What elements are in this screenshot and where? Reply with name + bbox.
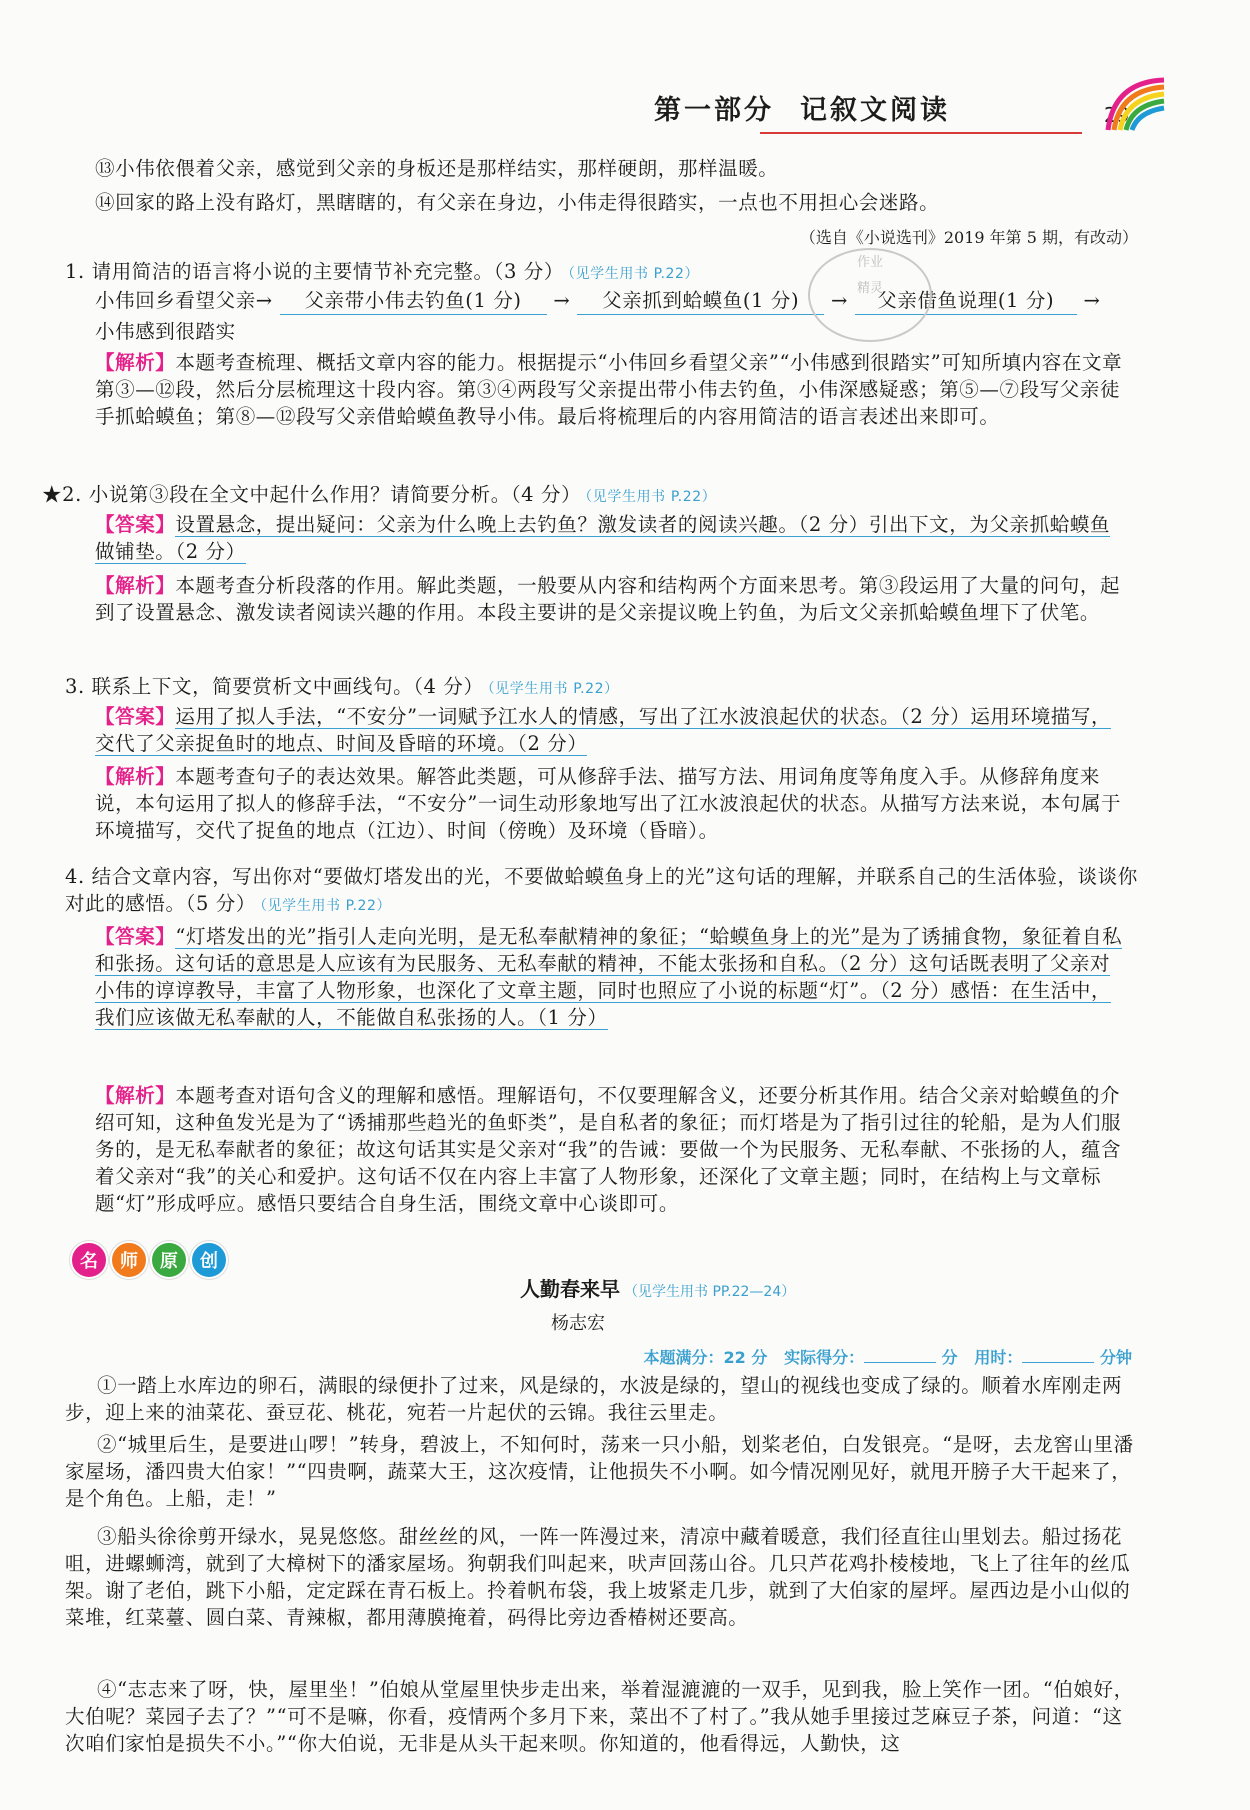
q1-arrow-3: → [1083, 289, 1101, 312]
header-section: 记叙文阅读 [800, 95, 950, 126]
q1-arrow-1: → [553, 289, 571, 312]
article-ref: （见学生用书 PP.22—24） [624, 1284, 796, 1300]
q2-ref: （见学生用书 P.22） [585, 489, 717, 505]
article-title: 人勤春来早 [520, 1277, 620, 1301]
q3-text: 3. 联系上下文，简要赏析文中画线句。（4 分） [65, 675, 484, 698]
q1-blank-1: 父亲带小伟去钓鱼(1 分) [280, 287, 547, 315]
story-p13: ⑬小伟依偎着父亲，感觉到父亲的身板还是那样结实，那样硬朗，那样温暖。 [95, 157, 779, 180]
q3-answer-tag: 【答案】 [95, 705, 176, 728]
story-source: （选自《小说选刊》2019 年第 5 期，有改动） [799, 228, 1138, 247]
score-full: 本题满分：22 分 [643, 1348, 768, 1367]
q4-ref: （见学生用书 P.22） [259, 898, 392, 914]
q3-analysis-block [95, 763, 1130, 844]
time-used-label: 用时： [974, 1348, 1023, 1367]
page-number: 29 [1104, 103, 1130, 127]
article-p4: ④“志志来了呀，快，屋里坐！”伯娘从堂屋里快步走出来，举着湿漉漉的一双手，见到我，脸上笑作一团。“伯娘好，大伯呢？菜园子去了？”“可不是嘛，你看，疫情两个多月下来，菜出不了村了。”我从她手里接过芝麻豆子茶，问道：“这次咱们家怕是损失不小。”“你大伯说，无非是从头干起来呗。你知道的，他看得远，人勤快，这 [65, 1678, 1134, 1755]
q3-analysis-tag: 【解析】 [95, 765, 176, 788]
q1-blank-2: 父亲抓到蛤蟆鱼(1 分) [577, 287, 824, 315]
article-author: 杨志宏 [551, 1313, 605, 1334]
q4-answer-tag: 【答案】 [95, 925, 176, 948]
q3-question [65, 673, 1145, 703]
q4-answer: “灯塔发出的光”指引人走向光明，是无私奉献精神的象征；“蛤蟆鱼身上的光”是为了诱捕食物，象征着自私和张扬。这句话的意思是人应该有为民服务、无私奉献的精神，不能太张扬和自私。（2 分）这句话既表明了父亲对小伟的谆谆教导，丰富了人物形象，也深化了文章主题，同时也照应了小说的标题“灯”。（2 分）感悟：在生活中，我们应该做无私奉献的人，不能做自私张扬的人。（1 分） [95, 925, 1123, 1029]
article-p2: ②“城里后生，是要进山啰！”转身，碧波上，不知何时，荡来一只小船，划桨老伯，白发银亮。“是呀，去龙窖山里潘家屋场，潘四贵大伯家！”“四贵啊，蔬菜大王，这次疫情，让他损失不小啊。如今情况刚见好，就甩开膀子大干起来了，是个角色。上船，走！” [65, 1433, 1134, 1510]
rainbow-icon [1100, 72, 1170, 132]
article-p1: ①一踏上水库边的卵石，满眼的绿便扑了过来，风是绿的，水波是绿的，望山的视线也变成了绿的。顺着水库刚走两步，迎上来的油菜花、蚕豆花、桃花，宛若一片起伏的云锦。我往云里走。 [65, 1374, 1123, 1424]
q1-text: 1. 请用简洁的语言将小说的主要情节补充完整。（3 分） [65, 260, 564, 283]
q2-question [42, 481, 1132, 511]
score-unit: 分 [941, 1348, 958, 1367]
q1-analysis: 本题考查梳理、概括文章内容的能力。根据提示“小伟回乡看望父亲”“小伟感到很踏实”可知所填内容在文章第③—⑫段，然后分层梳理这十段内容。第③④两段写父亲提出带小伟去钓鱼，小伟深感疑惑；第⑤—⑦段写父亲徒手抓蛤蟆鱼；第⑧—⑫段写父亲借蛤蟆鱼教导小伟。最后将梳理后的内容用简洁的语言表述出来即可。 [95, 351, 1123, 428]
badge-char-4: 创 [190, 1241, 228, 1279]
story-p14: ⑭回家的路上没有路灯，黑瞎瞎的，有父亲在身边，小伟走得很踏实，一点也不用担心会迷路。 [95, 191, 940, 214]
original-badge [70, 1241, 230, 1279]
stamp-line-1: 作业 [856, 255, 883, 270]
q3-ref: （见学生用书 P.22） [487, 681, 619, 697]
q2-analysis: 本题考查分析段落的作用。解此类题，一般要从内容和结构两个方面来思考。第③段运用了大量的问句，起到了设置悬念、激发读者阅读兴趣的作用。本段主要讲的是父亲提议晚上钓鱼，为后文父亲抓蛤蟆鱼埋下了伏笔。 [95, 574, 1121, 624]
header-part: 第一部分 [654, 95, 774, 126]
badge-char-1: 名 [70, 1241, 108, 1279]
q1-question [65, 258, 1145, 288]
badge-char-3: 原 [150, 1241, 188, 1279]
time-used-input[interactable] [1022, 1362, 1094, 1363]
q2-analysis-block [95, 572, 1130, 626]
q4-analysis: 本题考查对语句含义的理解和感悟。理解语句，不仅要理解含义，还要分析其作用。结合父亲对蛤蟆鱼的介绍可知，这种鱼发光是为了“诱捕那些趋光的鱼虾类”，是自私者的象征；而灯塔是为了指引过往的轮船，是为人们服务的，是无私奉献者的象征；故这句话其实是父亲对“我”的告诫：要做一个为民服务、无私奉献、不张扬的人，蕴含着父亲对“我”的关心和爱护。这句话不仅在内容上丰富了人物形象，还深化了文章主题；同时，在结构上与文章标题“灯”形成呼应。感悟只要结合自身生活，围绕文章中心谈即可。 [95, 1084, 1122, 1215]
q1-start: 小伟回乡看望父亲→ [95, 289, 273, 312]
q1-ref: （见学生用书 P.22） [567, 266, 700, 282]
q4-answer-block [95, 923, 1130, 1031]
time-unit: 分钟 [1099, 1348, 1132, 1367]
q1-blank-3: 父亲借鱼说理(1 分) [855, 287, 1077, 315]
q1-analysis-block [95, 349, 1130, 430]
q2-analysis-tag: 【解析】 [95, 574, 176, 597]
badge-char-2: 师 [110, 1241, 148, 1279]
q3-answer-block [95, 703, 1130, 757]
header-title [654, 88, 950, 127]
q1-arrow-2: → [830, 289, 848, 312]
q4-question [65, 863, 1140, 920]
q1-plot-chain [95, 287, 1130, 315]
article-p3: ③船头徐徐剪开绿水，晃晃悠悠。甜丝丝的风，一阵一阵漫过来，清凉中藏着暖意，我们径直往山里划去。船过扬花咀，进螺蛳湾，就到了大樟树下的潘家屋场。狗朝我们叫起来，吠声回荡山谷。几只芦花鸡扑棱棱地，飞上了往年的丝瓜架。谢了老伯，跳下小船，定定踩在青石板上。拎着帆布袋，我上坡紧走几步，就到了大伯家的屋坪。屋西边是小山似的菜堆，红菜薹、圆白菜、青辣椒，都用薄膜掩着，码得比旁边香椿树还要高。 [65, 1525, 1131, 1629]
score-bar [644, 1345, 1133, 1368]
stamp-line-2: 精灵 [856, 281, 883, 296]
q4-analysis-tag: 【解析】 [95, 1084, 176, 1107]
star-icon: ★ [42, 483, 63, 506]
score-actual-label: 实际得分： [784, 1348, 865, 1367]
q2-text: 2. 小说第③段在全文中起什么作用？请简要分析。（4 分） [62, 483, 582, 506]
q2-answer-tag: 【答案】 [95, 513, 176, 536]
q1-analysis-tag: 【解析】 [95, 351, 176, 374]
q4-text: 4. 结合文章内容，写出你对“要做灯塔发出的光，不要做蛤蟆鱼身上的光”这句话的理解，并联系自己的生活体验，谈谈你对此的感悟。（5 分） [65, 865, 1138, 915]
q3-analysis: 本题考查句子的表达效果。解答此类题，可从修辞手法、描写方法、用词角度等角度入手。从修辞角度来说，本句运用了拟人的修辞手法，“不安分”一词生动形象地写出了江水波浪起伏的状态。从描写方法来说，本句属于环境描写，交代了捉鱼的地点（江边）、时间（傍晚）及环境（昏暗）。 [95, 765, 1122, 842]
q3-answer: 运用了拟人手法，“不安分”一词赋予江水人的情感，写出了江水波浪起伏的状态。（2 分）运用环境描写，交代了父亲捉鱼时的地点、时间及昏暗的环境。（2 分） [95, 705, 1112, 755]
q2-answer-block [95, 511, 1130, 565]
q4-analysis-block [95, 1082, 1130, 1217]
watermark-stamp [808, 248, 932, 342]
article-title-row [520, 1273, 795, 1302]
header-rule [760, 132, 1082, 134]
score-actual-input[interactable] [864, 1362, 936, 1363]
q1-end: 小伟感到很踏实 [95, 320, 236, 343]
q2-answer: 设置悬念，提出疑问：父亲为什么晚上去钓鱼？激发读者的阅读兴趣。（2 分）引出下文，为父亲抓蛤蟆鱼做铺垫。（2 分） [95, 513, 1111, 563]
